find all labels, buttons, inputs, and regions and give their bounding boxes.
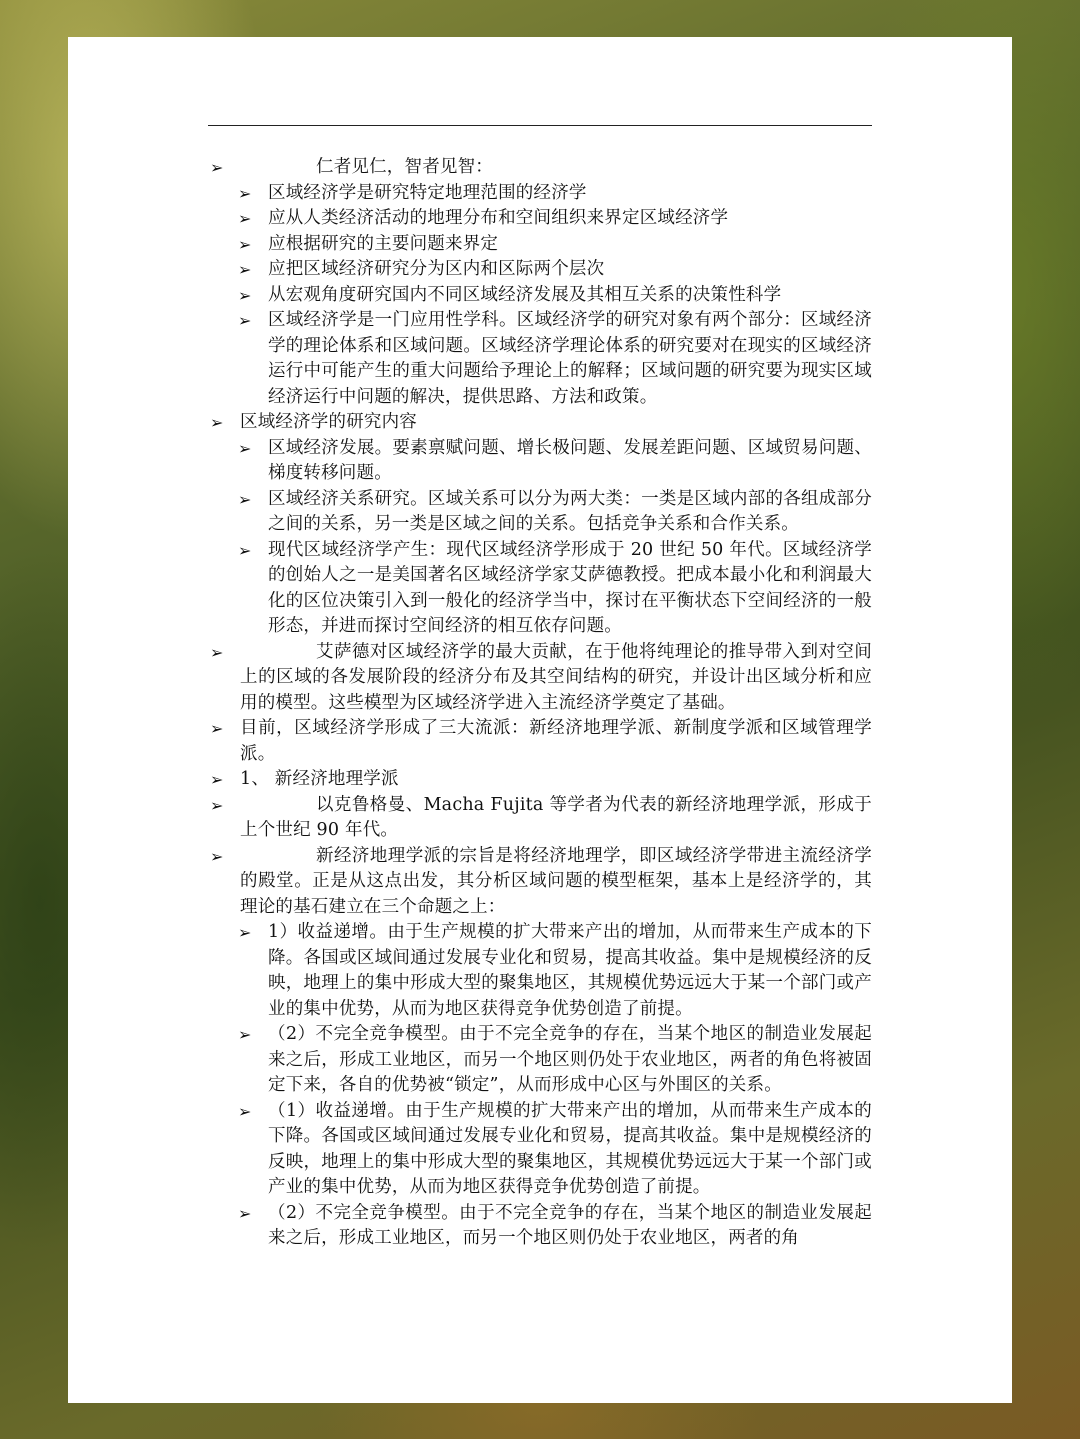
- arrow-bullet-icon: ➢: [210, 846, 224, 866]
- bullet-item-level2: [208, 1022, 872, 1099]
- header-rule: [208, 125, 872, 126]
- bullet-text: 区域经济学是一门应用性学科。区域经济学的研究对象有两个部分：区域经济学的理论体系和区域问题。区域经济学理论体系的研究要对在现实的区域经济运行中可能产生的重大问题给予理论上的解释；区域问题的研究要为现实区域经济运行中问题的解决，提供思路、方法和政策。: [268, 310, 872, 407]
- bullet-text: 应从人类经济活动的地理分布和空间组织来界定区域经济学: [268, 208, 729, 228]
- bullet-item-level2: [208, 206, 872, 232]
- bullet-text: 仁者见仁，智者见智：: [316, 157, 493, 177]
- bullet-item-level2: [208, 436, 872, 487]
- bullet-item-level2: [208, 538, 872, 640]
- bullet-item-level2: [208, 1099, 872, 1201]
- bullet-text: （1）收益递增。由于生产规模的扩大带来产出的增加，从而带来生产成本的下降。各国或区域间通过发展专业化和贸易，提高其收益。集中是规模经济的反映，地理上的集中形成大型的聚集地区，其规模优势远远大于某一个部门或产业的集中优势，从而为地区获得竞争优势创造了前提。: [268, 1100, 872, 1197]
- arrow-bullet-icon: ➢: [238, 183, 252, 203]
- bullet-text: 从宏观角度研究国内不同区域经济发展及其相互关系的决策性科学: [268, 284, 782, 305]
- arrow-bullet-icon: ➢: [238, 285, 252, 305]
- bullet-item-level1: [208, 844, 872, 921]
- arrow-bullet-icon: ➢: [238, 438, 252, 458]
- arrow-bullet-icon: ➢: [238, 489, 252, 509]
- arrow-bullet-icon: ➢: [238, 923, 252, 942]
- arrow-bullet-icon: ➢: [238, 311, 252, 330]
- bullet-text: 1、 新经济地理学派: [240, 769, 399, 789]
- bullet-text: 应把区域经济研究分为区内和区际两个层次: [268, 259, 605, 279]
- arrow-bullet-icon: ➢: [238, 540, 252, 560]
- bullet-text: 艾萨德对区域经济学的最大贡献，在于他将纯理论的推导带入到对空间上的区域的各发展阶段的经济分布及其空间结构的研究，并设计出区域分析和应用的模型。这些模型为区域经济学进入主流经济学奠定了基础。: [240, 641, 872, 713]
- bullet-item-level2: [208, 257, 872, 283]
- arrow-bullet-icon: ➢: [210, 413, 224, 432]
- arrow-bullet-icon: ➢: [238, 1025, 252, 1044]
- bullet-text: 区域经济学的研究内容: [240, 412, 417, 432]
- document-page: [68, 37, 1012, 1403]
- bullet-text: 区域经济关系研究。区域关系可以分为两大类：一类是区域内部的各组成部分之间的关系，另一类是区域之间的关系。包括竞争关系和合作关系。: [268, 488, 872, 534]
- bullet-text: 区域经济发展。要素禀赋问题、增长极问题、发展差距问题、区域贸易问题、梯度转移问题。: [268, 437, 872, 483]
- bullet-item-level2: [208, 920, 872, 1022]
- bullet-item-level2: [208, 232, 872, 258]
- bullet-item-level2: [208, 283, 872, 309]
- arrow-bullet-icon: ➢: [238, 260, 252, 279]
- arrow-bullet-icon: ➢: [210, 719, 224, 738]
- bullet-item-level1: [208, 716, 872, 767]
- document-body: [208, 155, 872, 1252]
- bullet-item-level1: [208, 155, 872, 181]
- bullet-text: 以克鲁格曼、Macha Fujita 等学者为代表的新经济地理学派，形成于上个世纪 90 年代。: [240, 794, 872, 840]
- bullet-text: 新经济地理学派的宗旨是将经济地理学，即区域经济学带进主流经济学的殿堂。正是从这点出发，其分析区域问题的模型框架，基本上是经济学的，其理论的基石建立在三个命题之上：: [240, 845, 872, 917]
- bullet-text: （2）不完全竞争模型。由于不完全竞争的存在，当某个地区的制造业发展起来之后，形成工业地区，而另一个地区则仍处于农业地区，两者的角: [268, 1202, 872, 1248]
- bullet-item-level1: [208, 640, 872, 717]
- bullet-text: （2）不完全竞争模型。由于不完全竞争的存在，当某个地区的制造业发展起来之后，形成工业地区，而另一个地区则仍处于农业地区，两者的角色将被固定下来，各自的优势被“锁定”，从而形成中心区与外围区的关系。: [268, 1024, 872, 1095]
- arrow-bullet-icon: ➢: [210, 642, 224, 662]
- bullet-item-level2: [208, 487, 872, 538]
- bullet-text: 现代区域经济学产生：现代区域经济学形成于 20 世纪 50 年代。区域经济学的创始人之一是美国著名区域经济学家艾萨德教授。把成本最小化和利润最大化的区位决策引入到一般化的经济学当中，探讨在平衡状态下空间经济的一般形态，并进而探讨空间经济的相互依存问题。: [268, 539, 872, 636]
- bullet-text: 目前，区域经济学形成了三大流派：新经济地理学派、新制度学派和区域管理学派。: [240, 718, 872, 764]
- arrow-bullet-icon: ➢: [210, 158, 224, 177]
- bullet-text: 区域经济学是研究特定地理范围的经济学: [268, 182, 587, 203]
- arrow-bullet-icon: ➢: [210, 795, 224, 815]
- bullet-item-level1: [208, 410, 872, 436]
- bullet-text: 应根据研究的主要问题来界定: [268, 233, 499, 254]
- arrow-bullet-icon: ➢: [210, 770, 224, 789]
- arrow-bullet-icon: ➢: [238, 209, 252, 228]
- arrow-bullet-icon: ➢: [238, 1203, 252, 1223]
- arrow-bullet-icon: ➢: [238, 1101, 252, 1121]
- bullet-item-level2: [208, 1201, 872, 1252]
- bullet-text: 1）收益递增。由于生产规模的扩大带来产出的增加，从而带来生产成本的下降。各国或区域间通过发展专业化和贸易，提高其收益。集中是规模经济的反映，地理上的集中形成大型的聚集地区，其规模优势远远大于某一个部门或产业的集中优势，从而为地区获得竞争优势创造了前提。: [268, 922, 872, 1019]
- arrow-bullet-icon: ➢: [238, 234, 252, 254]
- bullet-item-level2: [208, 181, 872, 207]
- bullet-item-level1: [208, 767, 872, 793]
- bullet-item-level1: [208, 793, 872, 844]
- bullet-item-level2: [208, 308, 872, 410]
